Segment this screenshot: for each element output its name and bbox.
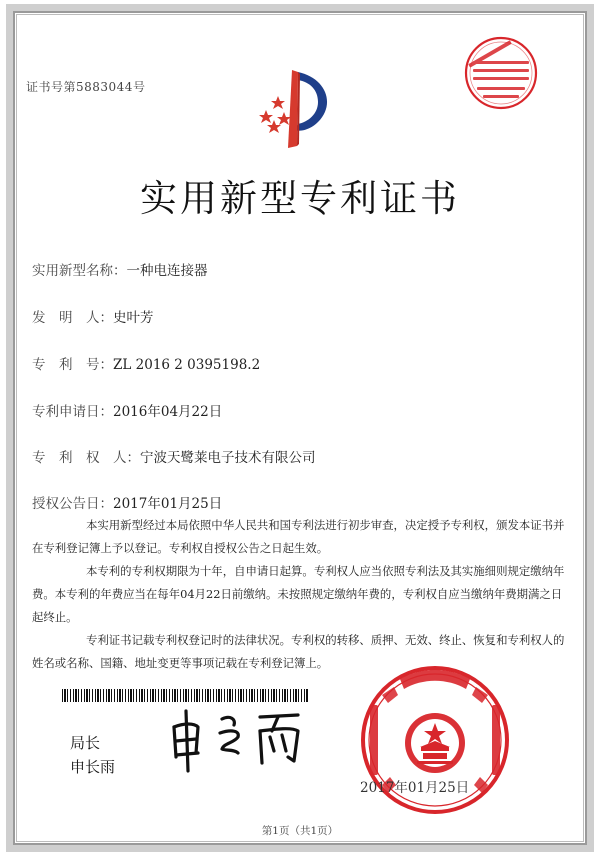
field-label: 实用新型名称： — [32, 263, 127, 279]
signature-title: 局长 — [70, 734, 101, 752]
field-value: 史叶芳 — [113, 310, 154, 326]
seal-date: 2017年01月25日 — [360, 780, 470, 796]
signature-name: 申长雨 — [70, 758, 116, 776]
field-inventor — [32, 306, 154, 326]
page-indicator: 第1页（共1页） — [261, 825, 339, 837]
cnipa-logo — [248, 64, 338, 154]
field-label: 专利申请日： — [32, 404, 113, 420]
field-application-date — [32, 400, 222, 420]
certificate-number: 证书号第5883044号 — [26, 80, 146, 94]
field-value: 宁波天鹭莱电子技术有限公司 — [140, 450, 316, 466]
handwritten-signature — [160, 705, 310, 773]
field-announcement-date — [32, 492, 222, 512]
field-value: 2017年01月25日 — [113, 496, 223, 512]
field-value: ZL 2016 2 0395198.2 — [113, 357, 261, 373]
field-value: 2016年04月22日 — [113, 404, 223, 420]
field-patent-number — [32, 353, 260, 373]
certificate-body — [32, 514, 572, 675]
field-label: 授权公告日： — [32, 496, 113, 512]
agency-seal — [463, 35, 539, 111]
body-paragraph: 本专利的专利权期限为十年，自申请日起算。专利权人应当依照专利法及其实施细则规定缴纳年费。本专利的年费应当在每年04月22日前缴纳。未按照规定缴纳年费的，专利权自应当缴纳年费期满之日起终止。 — [32, 564, 565, 624]
field-label: 专 利 号： — [32, 357, 113, 373]
field-label: 专 利 权 人： — [32, 450, 140, 466]
field-label: 发 明 人： — [32, 310, 113, 326]
certificate-title: 实用新型专利证书 — [140, 177, 460, 220]
field-patentee — [32, 446, 316, 466]
field-utility-model-name — [32, 259, 208, 279]
body-paragraph: 本实用新型经过本局依照中华人民共和国专利法进行初步审查，决定授予专利权，颁发本证书并在专利登记簿上予以登记。专利权自授权公告之日起生效。 — [32, 518, 565, 555]
barcode — [62, 689, 308, 702]
field-value: 一种电连接器 — [126, 263, 208, 279]
body-paragraph: 专利证书记载专利权登记时的法律状况。专利权的转移、质押、无效、终止、恢复和专利权人的姓名或名称、国籍、地址变更等事项记载在专利登记簿上。 — [32, 633, 565, 670]
